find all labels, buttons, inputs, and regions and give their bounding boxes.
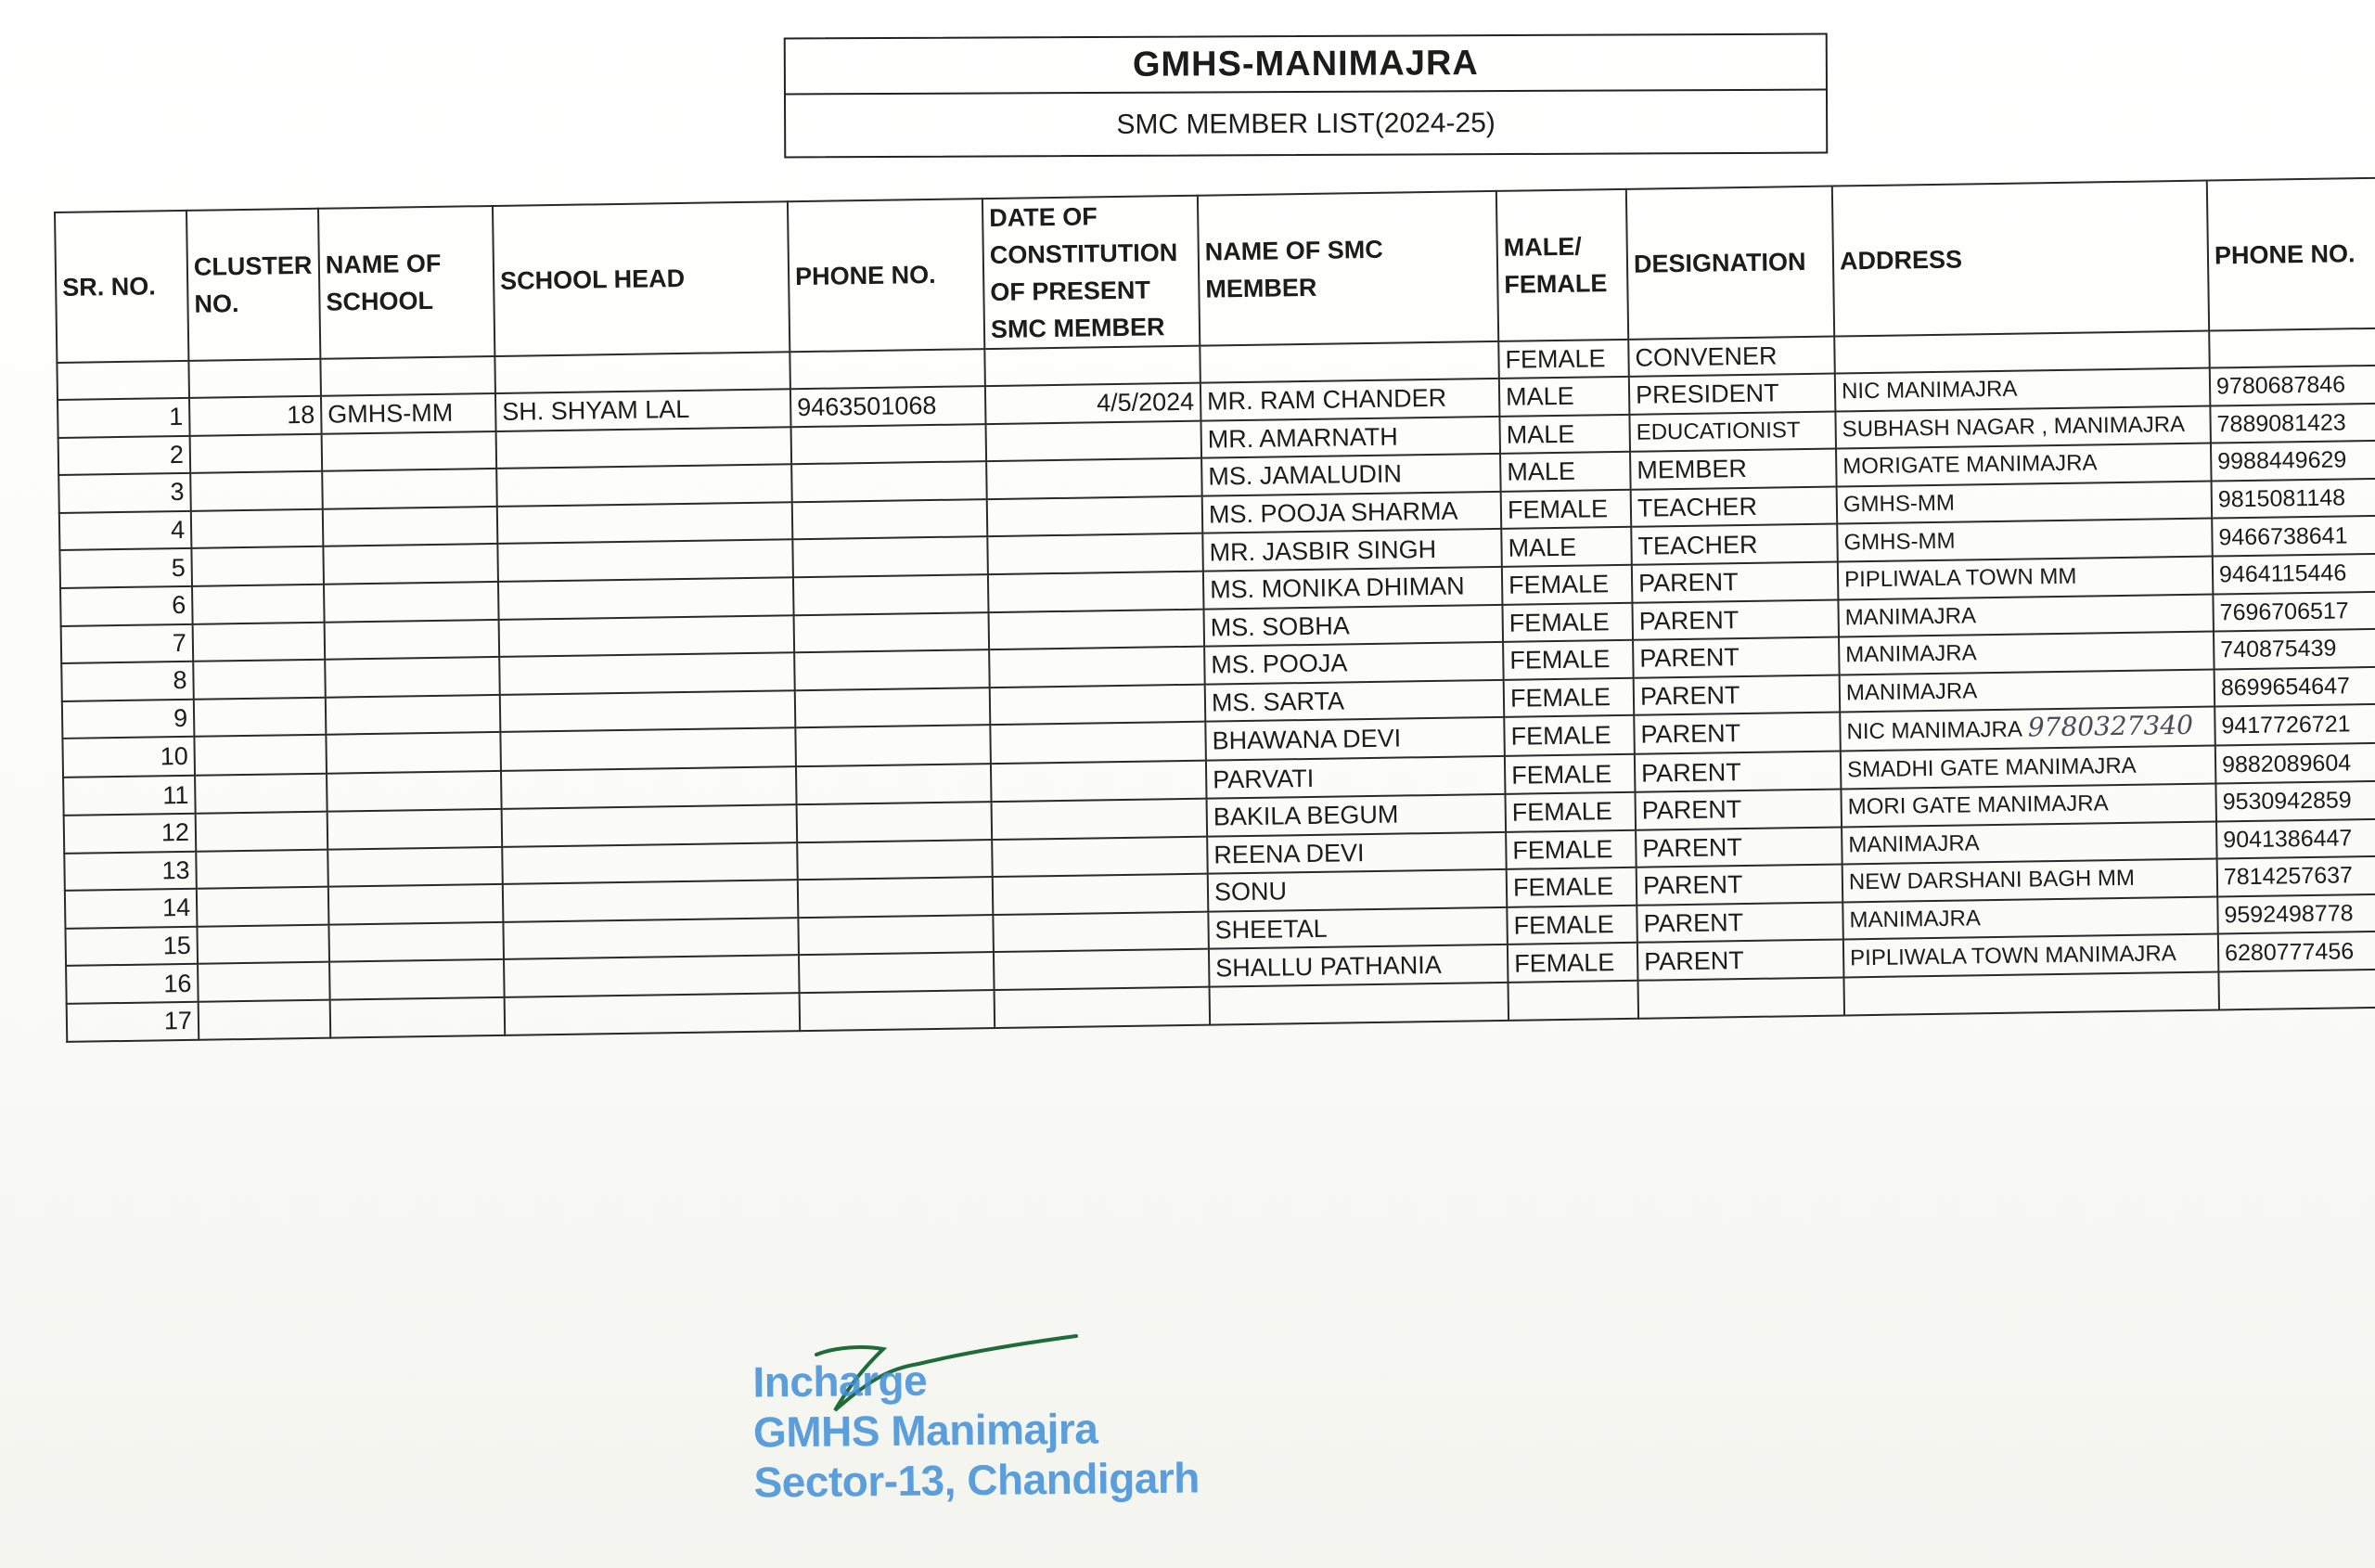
cell [790, 349, 985, 389]
date-cell [986, 458, 1202, 499]
member-name-cell: MS. POOJA [1204, 642, 1504, 684]
member-name-cell: MS. SOBHA [1203, 604, 1503, 646]
designation-cell: PARENT [1633, 637, 1840, 678]
cluster-cell [197, 924, 329, 964]
date-cell [995, 987, 1211, 1028]
address-cell: MANIMAJRA [1842, 821, 2217, 865]
sr-cell: 7 [61, 623, 194, 663]
sr-cell: 5 [59, 548, 192, 588]
address-cell: MORI GATE MANIMAJRA [1841, 783, 2216, 827]
school-head-cell: SH. SHYAM LAL [495, 389, 791, 431]
cluster-cell [191, 546, 324, 586]
member-phone-cell: 9815081148 [2212, 478, 2375, 518]
stamp-line: Sector-13, Chandigarh [753, 1453, 1200, 1507]
school-head-cell [500, 690, 796, 732]
school-cell [328, 922, 504, 962]
designation-cell: MEMBER [1630, 449, 1837, 490]
school-head-cell [499, 652, 795, 694]
address-cell: SUBHASH NAGAR , MANIMAJRA [1835, 405, 2211, 449]
school-head-cell [503, 880, 799, 921]
member-phone-cell: 9466738641 [2212, 516, 2375, 556]
school-head-cell [497, 540, 793, 582]
member-name-cell: SONU [1208, 869, 1508, 911]
member-phone-cell: 9988449629 [2211, 441, 2375, 481]
school-head-cell [496, 464, 792, 506]
designation-cell: PARENT [1635, 752, 1842, 792]
address-cell: NEW DARSHANI BAGH MM [1842, 859, 2218, 903]
school-cell [322, 431, 497, 471]
member-name-cell [1210, 983, 1509, 1024]
cell [188, 359, 321, 398]
cell [57, 361, 189, 400]
gender-cell: FEMALE [1507, 905, 1637, 945]
sr-cell: 15 [65, 927, 198, 967]
school-cell [322, 469, 497, 508]
gender-cell: FEMALE [1507, 868, 1637, 907]
cluster-cell [195, 774, 327, 814]
cluster-cell [196, 812, 328, 852]
gender-cell: FEMALE [1504, 715, 1635, 756]
cell [2209, 328, 2375, 368]
school-phone-cell [792, 536, 988, 577]
school-cell [328, 884, 504, 924]
col-header: MALE/ FEMALE [1496, 189, 1628, 341]
school-cell [324, 582, 499, 622]
school-phone-cell [794, 612, 990, 653]
member-name-cell: MR. JASBIR SINGH [1202, 529, 1502, 571]
address-cell: MANIMAJRA [1840, 669, 2215, 713]
col-header: CLUSTER NO. [186, 209, 320, 361]
sr-cell: 1 [58, 398, 190, 438]
member-phone-cell: 7814257637 [2217, 856, 2375, 896]
cluster-cell: 18 [189, 396, 322, 436]
member-name-cell: REENA DEVI [1207, 831, 1507, 873]
designation-cell: PARENT [1632, 599, 1839, 640]
gender-cell: FEMALE [1508, 943, 1638, 983]
cluster-cell [193, 622, 326, 662]
cluster-cell [197, 887, 329, 927]
member-name-cell: SHEETAL [1208, 907, 1508, 949]
address-cell: MANIMAJRA [1838, 594, 2214, 637]
cell [1834, 331, 2210, 374]
school-phone-cell [800, 990, 995, 1031]
col-header: DATE OF CONSTITUTION OF PRESENT SMC MEMBER [982, 196, 1200, 349]
member-phone-cell: 7889081423 [2210, 403, 2375, 443]
cell [320, 356, 495, 396]
date-cell [992, 799, 1208, 840]
address-cell: MANIMAJRA [1842, 896, 2218, 940]
sr-cell: 4 [59, 511, 192, 551]
school-phone-cell [795, 725, 991, 766]
school-head-cell [500, 728, 796, 772]
member-phone-cell: 9464115446 [2213, 554, 2375, 594]
address-text: NIC MANIMAJRA [1846, 716, 2023, 745]
designation-cell [1637, 977, 1844, 1018]
school-cell [326, 695, 501, 735]
cluster-cell [196, 849, 328, 889]
col-header: PHONE NO. [788, 199, 984, 352]
school-head-cell [499, 615, 795, 657]
school-cell [329, 959, 505, 999]
designation-cell: PARENT [1634, 713, 1841, 754]
address-cell: MORIGATE MANIMAJRA [1836, 443, 2212, 487]
member-name-cell: PARVATI [1206, 756, 1506, 798]
designation-cell: PRESIDENT [1629, 374, 1836, 415]
date-cell [990, 722, 1206, 764]
address-cell: PIPLIWALA TOWN MANIMAJRA [1843, 934, 2219, 978]
member-phone-cell: 6280777456 [2218, 932, 2375, 971]
sr-cell: 12 [64, 814, 197, 854]
sr-cell: 9 [62, 700, 195, 739]
member-phone-cell: 7696706517 [2213, 591, 2375, 631]
member-phone-cell: 9530942859 [2215, 781, 2375, 821]
address-cell [1843, 971, 2219, 1015]
member-phone-cell: 8699654647 [2215, 666, 2375, 706]
sr-cell: 13 [64, 851, 197, 891]
cluster-cell [193, 660, 326, 700]
school-cell [325, 657, 500, 697]
official-stamp [752, 1352, 1200, 1507]
school-phone-cell [792, 499, 988, 540]
school-cell [327, 771, 502, 811]
cluster-cell [191, 509, 324, 549]
date-cell [990, 684, 1206, 725]
school-cell [330, 997, 506, 1037]
cluster-cell [199, 1000, 331, 1040]
cluster-cell [194, 697, 327, 737]
sr-cell: 8 [61, 662, 194, 701]
gender-cell: MALE [1499, 414, 1630, 454]
designation-cell: EDUCATIONIST [1629, 411, 1836, 452]
member-name-cell: MR. AMARNATH [1200, 416, 1500, 457]
member-phone-cell: 740875439 [2214, 629, 2375, 669]
cell [1200, 341, 1499, 383]
date-cell: 4/5/2024 [985, 383, 1201, 424]
date-cell [989, 609, 1205, 649]
school-phone-cell [796, 764, 992, 804]
sr-cell: 2 [58, 435, 191, 475]
stamp-line: GMHS Manimajra [752, 1404, 1098, 1457]
sr-cell: 17 [67, 1002, 199, 1042]
col-header: NAME OF SMC MEMBER [1198, 191, 1498, 346]
school-head-cell [505, 993, 801, 1035]
cluster-cell [198, 962, 330, 1002]
school-head-cell [501, 767, 797, 809]
member-name-cell: MS. MONIKA DHIMAN [1203, 567, 1503, 609]
designation-cell: PARENT [1632, 561, 1839, 602]
school-phone-cell [791, 461, 987, 502]
member-phone-cell: 9417726721 [2215, 704, 2375, 746]
school-phone-cell [797, 840, 993, 880]
member-phone-cell: 9882089604 [2215, 743, 2375, 783]
school-phone-cell [795, 688, 991, 728]
date-cell [988, 572, 1204, 612]
sr-cell: 16 [66, 964, 199, 1004]
gender-cell: FEMALE [1506, 829, 1637, 869]
address-cell [1840, 707, 2215, 752]
cluster-cell [194, 735, 327, 776]
school-head-cell [503, 918, 799, 959]
designation-cell: PARENT [1637, 865, 1843, 906]
convener-gender: FEMALE [1498, 340, 1629, 379]
member-table-sheet [54, 177, 2375, 1042]
sr-cell: 14 [65, 889, 198, 929]
member-name-cell: BAKILA BEGUM [1207, 794, 1507, 836]
address-cell: SMADHI GATE MANIMAJRA [1841, 746, 2216, 790]
school-cell [325, 619, 500, 659]
col-header: SCHOOL HEAD [493, 201, 790, 356]
member-phone-cell: 9041386447 [2216, 818, 2375, 858]
gender-cell: MALE [1501, 527, 1632, 567]
address-cell: NIC MANIMAJRA [1835, 368, 2211, 412]
col-header: PHONE NO. [2207, 178, 2375, 331]
address-cell: GMHS-MM [1837, 519, 2213, 562]
date-cell [987, 495, 1203, 536]
school-head-cell [502, 842, 798, 884]
member-name-cell: MR. RAM CHANDER [1200, 379, 1500, 420]
school-cell [327, 846, 503, 886]
school-phone-cell [794, 649, 990, 690]
gender-cell: FEMALE [1502, 565, 1633, 605]
school-head-cell [498, 577, 794, 619]
col-header: DESIGNATION [1626, 186, 1834, 340]
col-header: NAME OF SCHOOL [318, 206, 494, 359]
date-cell [993, 911, 1209, 952]
date-cell [991, 761, 1207, 802]
member-name-cell: MS. JAMALUDIN [1201, 454, 1501, 495]
address-cell: MANIMAJRA [1839, 632, 2215, 675]
title-box [784, 33, 1829, 159]
col-header: ADDRESS [1832, 181, 2209, 337]
school-cell: GMHS-MM [321, 393, 496, 433]
list-title: SMC MEMBER LIST(2024-25) [1116, 108, 1496, 140]
gender-cell: FEMALE [1502, 602, 1633, 642]
designation-cell: TEACHER [1631, 486, 1838, 527]
designation-cell: PARENT [1636, 827, 1842, 868]
sr-cell: 10 [62, 737, 195, 778]
designation-cell: TEACHER [1631, 524, 1838, 565]
address-cell: PIPLIWALA TOWN MM [1838, 556, 2214, 599]
cluster-cell [190, 433, 323, 473]
gender-cell: FEMALE [1501, 490, 1632, 530]
school-phone-cell [798, 915, 994, 956]
convener-designation: CONVENER [1628, 337, 1835, 377]
school-head-cell [497, 502, 793, 544]
date-cell [986, 420, 1202, 461]
school-cell [323, 507, 498, 546]
member-phone-cell: 9592498778 [2217, 893, 2375, 933]
school-cell [326, 732, 501, 774]
gender-cell [1508, 981, 1638, 1021]
member-phone-cell: 9780687846 [2210, 366, 2375, 405]
school-phone-cell [798, 877, 994, 918]
member-name-cell: SHALLU PATHANIA [1209, 945, 1508, 986]
handwritten-phone-note: 9780327340 [2027, 710, 2194, 743]
date-cell [993, 874, 1209, 915]
date-cell [992, 836, 1208, 877]
gender-cell: FEMALE [1505, 754, 1636, 794]
school-phone-cell [797, 802, 993, 842]
school-head-cell [504, 955, 800, 996]
date-cell [989, 647, 1205, 688]
col-header: SR. NO. [55, 211, 188, 363]
school-head-cell [502, 804, 798, 846]
stamp-line: Incharge [752, 1356, 928, 1407]
designation-cell: PARENT [1635, 789, 1842, 829]
school-phone-cell [793, 574, 989, 615]
gender-cell: FEMALE [1503, 640, 1634, 680]
gender-cell: MALE [1499, 377, 1630, 417]
gender-cell: FEMALE [1505, 792, 1636, 832]
member-name-cell: MS. SARTA [1205, 680, 1505, 722]
address-cell: GMHS-MM [1837, 481, 2213, 524]
sr-cell: 11 [63, 776, 196, 816]
smc-member-table [54, 177, 2375, 1043]
designation-cell: PARENT [1634, 675, 1841, 715]
designation-cell: PARENT [1637, 940, 1844, 981]
sr-cell: 3 [58, 473, 191, 513]
school-phone-cell [799, 952, 995, 993]
member-phone-cell [2218, 970, 2375, 1009]
sr-cell: 6 [60, 586, 193, 626]
school-head-cell [496, 427, 792, 469]
date-cell [994, 949, 1210, 990]
school-cell [323, 544, 498, 584]
school-phone-cell [791, 424, 987, 465]
date-cell [987, 533, 1203, 574]
gender-cell: FEMALE [1504, 678, 1635, 718]
school-phone-cell: 9463501068 [790, 386, 986, 427]
cluster-cell [190, 471, 323, 511]
designation-cell: PARENT [1637, 902, 1843, 943]
school-cell [327, 809, 503, 849]
cell [494, 352, 790, 393]
gender-cell: MALE [1500, 452, 1631, 492]
school-title: GMHS-MANIMAJRA [786, 35, 1826, 96]
cell [984, 346, 1200, 386]
member-name-cell: BHAWANA DEVI [1205, 717, 1505, 761]
cluster-cell [192, 585, 325, 624]
member-name-cell: MS. POOJA SHARMA [1202, 492, 1502, 533]
